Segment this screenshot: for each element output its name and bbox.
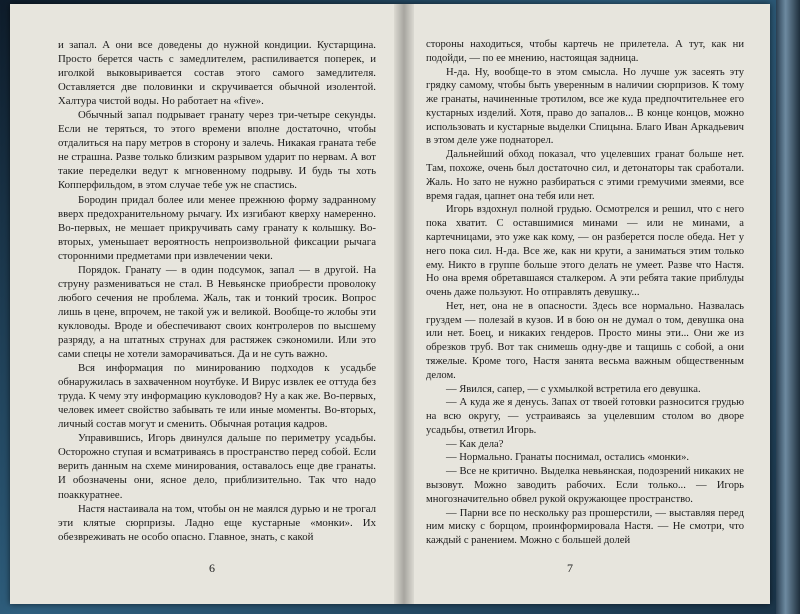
paragraph: Вся информация по минированию подходов к усадьбе обнаружилась в захваченном ноутбуке. И Вирус извлек ее оттуда без труда. К чему эту информацию кукловодов? Ну а как же. Во-первых, человек имеет свойство забывать те или иные моменты. Во-вторых, личный состав могут и сменить. Обычная ротация кадров.	[58, 362, 376, 431]
paragraph: Дальнейший обход показал, что уцелевших гранат больше нет. Там, похоже, очень был достаточно сил, и детонаторы так сработали. Жаль. Но зато не нужно разбираться с этими гремучими змеями, все время гадая, цапнет она тебя или нет.	[426, 149, 744, 202]
paragraph: и запал. А они все доведены до нужной кондиции. Кустарщина. Просто берется часть с замедлителем, распиливается поперек, и иголкой выковыривается состав этого самого замедлителя. Оставляется две половинки и скручивается обычной изолентой. Халтура чистой воды. Но работает на «five».	[58, 39, 376, 108]
right-page-number: 7	[567, 561, 573, 575]
book-gutter	[394, 4, 414, 604]
paragraph: — Как дела?	[446, 438, 504, 450]
paragraph: Обычный запал подрывает гранату через три-четыре секунды. Если не теряться, то этого времени вполне достаточно, чтобы отдалиться на пару метров в сторону и залечь. Никакая граната тебе не страшна. Разве только близким разрывом ударит по нервам. А вот такие переделки ведут к мгновенному подрыву. И будь ты хоть Копперфильдом, в этом случае тебе уж не спастись.	[58, 109, 376, 192]
paragraph: Нет, нет, она не в опасности. Здесь все нормально. Назвалась груздем — полезай в кузов. И в бою он не думал о том, девушка она или нет. Боец, и никаких гендеров. Просто мины эти... Они же из обрезков труб. Вот так снимешь одну-две и тащишь с собой, а они тяжелые. Кроме того, Настя занята весьма важным общественным делом.	[426, 300, 744, 381]
paragraph: Н-да. Ну, вообще-то в этом смысла. Но лучше уж засеять эту грядку самому, чтобы быть уверенным в наличии сюрпризов. К тому же гранаты, начиненные тротилом, все же куда предпочтительнее его кустарных изделий. Хотя, право до запалов... В конце концов, можно использовать и кустарные выделки Спицына. Благо Иван Аркадьевич в этом деле уже поднаторел.	[426, 66, 744, 147]
paragraph: — Явился, сапер, — с ухмылкой встретила его девушка.	[446, 383, 701, 395]
paragraph: — Все не критично. Выделка невьянская, подозрений никаких не вызовут. Можно заводить рабочих. Если только... — Игорь многозначительно обвел рукой окружающее пространство.	[426, 466, 744, 505]
paragraph: Управившись, Игорь двинулся дальше по периметру усадьбы. Осторожно ступая и всматриваясь в пространство перед собой. Если верить данным на схеме минирования, оставалось еще две гранаты. И обозначены они, ясное дело, приблизительно. Так что надо поаккуратнее.	[58, 432, 376, 501]
paragraph: Настя настаивала на том, чтобы он не маялся дурью и не трогал эти клятые сюрпризы. Ладно еще кустарные «монки». Их обезвреживать не особо опасно. Главное, знать, с какой	[58, 502, 376, 543]
right-page-text	[426, 38, 744, 548]
paragraph: — Парни все по нескольку раз прошерстили, — выставляя перед ним миску с борщом, проинформировала Настя. — Не смотри, что каждый с ранением. Можно с большей долей	[426, 507, 744, 547]
paragraph: стороны находиться, чтобы картечь не прилетела. А тут, как ни подойди, — по ее мнению, настоящая задница.	[426, 39, 744, 64]
book-cover-edge	[776, 0, 800, 614]
paragraph: — А куда же я денусь. Запах от твоей готовки разносится грудью на всю округу, — устраиваясь за уцелевшим столом во дворе усадьбы, ответил Игорь.	[426, 397, 744, 436]
left-page-number: 6	[209, 561, 215, 575]
paragraph: Порядок. Гранату — в один подсумок, запал — в другой. На струну размениваться не стал. В Невьянске приобрести проволоку любого сечения не проблема. Жаль, так и тонкий тросик. Вопрос лишь в цене, впрочем, не такой уж и великой. Вообще-то жлобы эти кукловоды. Вроде и обеспечивают своих контролеров по высшему разряду, а на штатных струнах для растяжек сэкономили. Или это сами спецы не хотели заморачиваться. Да и не суть важно.	[58, 263, 376, 361]
paragraph: Бородин придал более или менее прежнюю форму задранному вверх предохранительному рычагу. Их изгибают кверху намеренно. Во-первых, не мешает прикручивать саму гранату к колышку. Во-вторых, уменьшает вероятность непроизвольной фиксации рычага сторонними предметами при извлечении чеки.	[58, 193, 376, 262]
paragraph: Игорь вздохнул полной грудью. Осмотрелся и решил, что с него пока хватит. С оставшимися минами — или не минами, а картечницами, это уже как кому, — он разберется после обеда. Нет у него пока сил. Н-да. Все же, как ни крути, а заниматься этим только ему. Никто в группе больше этого делать не умеет. Разве что Настя. Но она время обретавшаяся сталкером. А эти ребята такие приблуды очень даже пользуют. Но отправлять девушку...	[426, 204, 744, 299]
left-page-text	[58, 38, 376, 544]
paragraph: — Нормально. Гранаты поснимал, остались «монки».	[446, 452, 690, 464]
